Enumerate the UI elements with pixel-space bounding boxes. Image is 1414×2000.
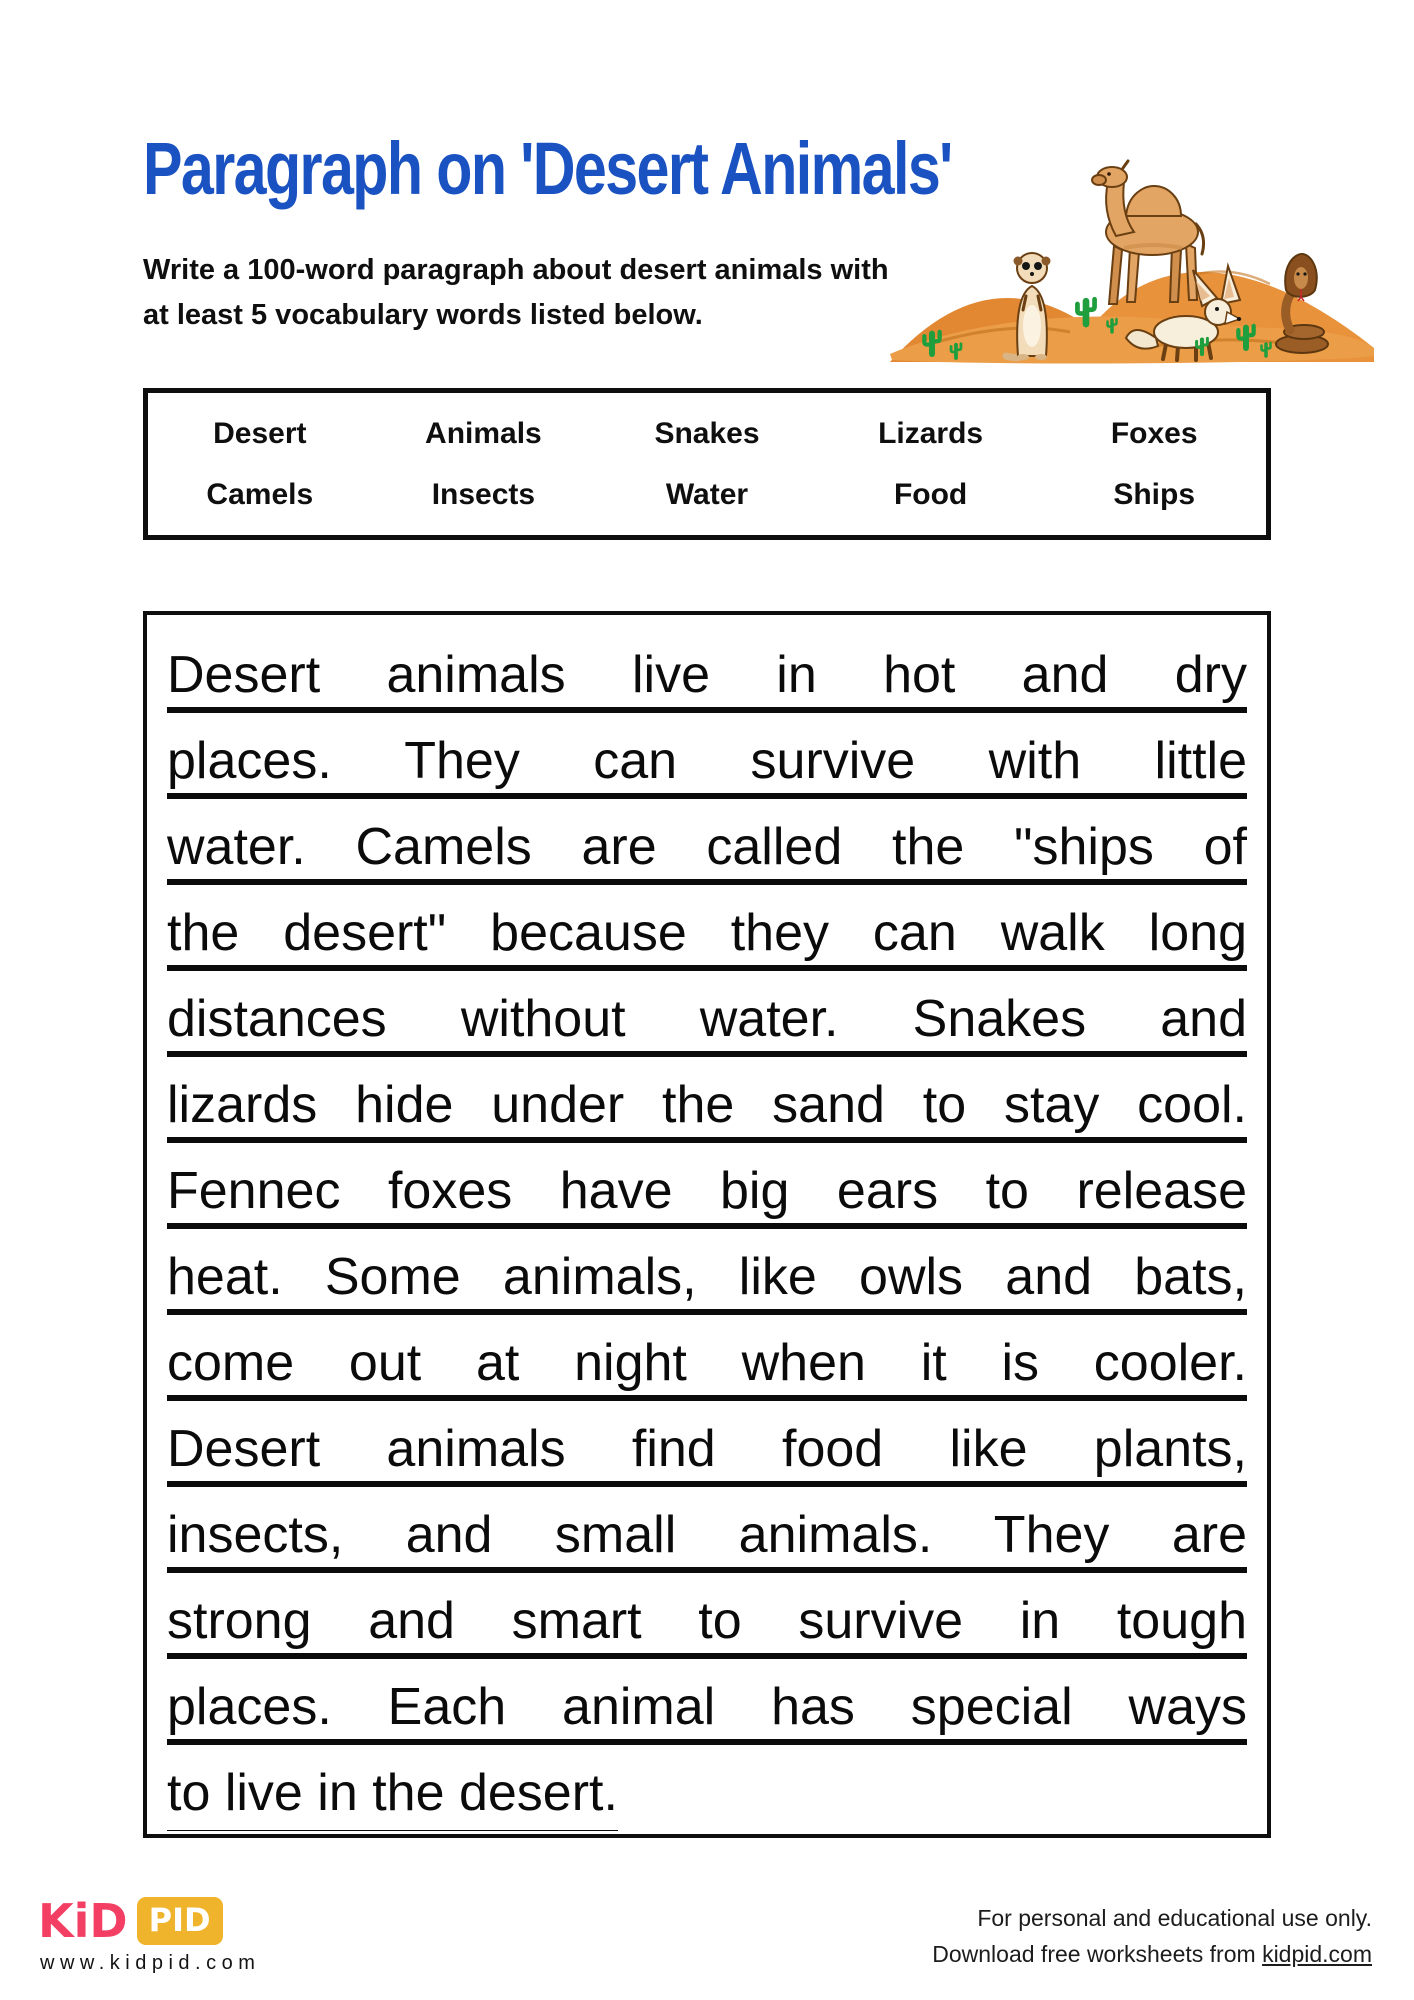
paragraph-line: Fennec foxes have big ears to release (167, 1143, 1247, 1229)
instructions-line-1: Write a 100-word paragraph about desert animals with (143, 254, 889, 286)
paragraph-line: places. Each animal has special ways (167, 1659, 1247, 1745)
paragraph-box (143, 611, 1271, 1838)
vocab-word-food: Food (893, 477, 968, 511)
download-note-text: Download free worksheets from (932, 1941, 1263, 1967)
footer-note (932, 1900, 1372, 1972)
paragraph-line: Desert animals live in hot and dry (167, 627, 1247, 713)
vocab-word-desert: Desert (213, 416, 307, 450)
usage-note: For personal and educational use only. (977, 1905, 1372, 1931)
paragraph-line: heat. Some animals, like owls and bats, (167, 1229, 1247, 1315)
vocab-word-snakes: Snakes (654, 416, 760, 450)
vocab-word-water: Water (665, 477, 749, 511)
paragraph-line: water. Camels are called the "ships of (167, 799, 1247, 885)
vocab-word-insects: Insects (431, 477, 536, 511)
paragraph-last-line-text: to live in the desert. (167, 1767, 618, 1831)
vocab-word-foxes: Foxes (1110, 416, 1198, 450)
kidpid-logo-kid: KiD (38, 1894, 128, 1948)
paragraph-line: strong and smart to survive in tough (167, 1573, 1247, 1659)
kidpid-logo (38, 1894, 223, 1948)
paragraph-line: the desert" because they can walk long (167, 885, 1247, 971)
download-note (932, 1936, 1372, 1972)
vocab-word-animals: Animals (425, 416, 542, 450)
vocab-word-camels: Camels (206, 477, 314, 511)
vocab-word-lizards: Lizards (878, 416, 984, 450)
paragraph-line: come out at night when it is cooler. (167, 1315, 1247, 1401)
paragraph-line: Desert animals find food like plants, (167, 1401, 1247, 1487)
page-title: Paragraph on 'Desert Animals' (143, 127, 952, 210)
paragraph-line: distances without water. Snakes and (167, 971, 1247, 1057)
paragraph-line: lizards hide under the sand to stay cool. (167, 1057, 1247, 1143)
desert-illustration (890, 156, 1374, 366)
paragraph-line: places. They can survive with little (167, 713, 1247, 799)
paragraph-last-line (167, 1745, 1247, 1831)
instructions (143, 248, 889, 338)
paragraph-line: insects, and small animals. They are (167, 1487, 1247, 1573)
kidpid-website-url: www.kidpid.com (40, 1952, 261, 1974)
vocab-word-ships: Ships (1113, 477, 1196, 511)
kidpid-link[interactable]: kidpid.com (1262, 1941, 1372, 1967)
vocabulary-box (143, 388, 1271, 540)
instructions-line-2: at least 5 vocabulary words listed below. (143, 299, 703, 331)
kidpid-logo-pid: PID (137, 1897, 223, 1945)
